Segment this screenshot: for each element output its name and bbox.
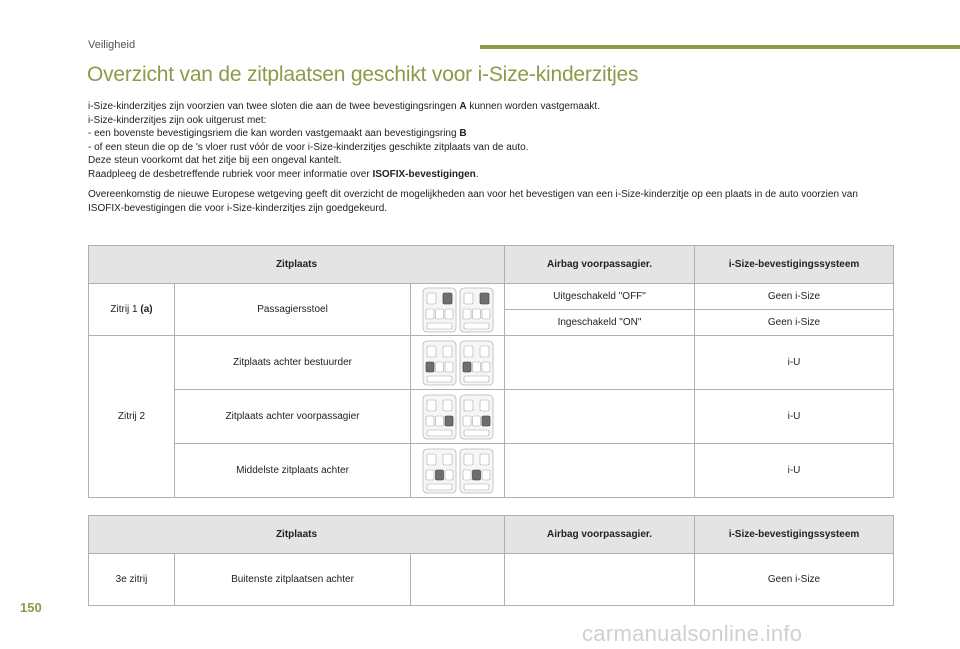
isize-value: i-U <box>695 390 894 444</box>
isize-seat-table <box>88 245 894 498</box>
page-title: Overzicht van de zitplaatsen geschikt voor i-Size-kinderzitjes <box>87 63 639 86</box>
isofix-link-text: ISOFIX-bevestigingen <box>372 168 476 180</box>
header-isize-system: i-Size-bevestigingssysteem <box>695 246 894 284</box>
isize-value: i-U <box>695 336 894 390</box>
watermark: carmanualsonline.info <box>582 621 803 646</box>
page-number: 150 <box>20 600 42 615</box>
row-label-zitrij-1: Zitrij 1 (a) <box>89 284 175 336</box>
isize-value: Geen i-Size <box>695 554 894 606</box>
table-row <box>89 444 894 498</box>
header-isize-system: i-Size-bevestigingssysteem <box>695 516 894 554</box>
table-row <box>89 284 894 310</box>
third-row-seat-table <box>88 515 894 606</box>
airbag-empty <box>505 554 695 606</box>
row-label-zitrij-2: Zitrij 2 <box>89 336 175 498</box>
isize-value: Geen i-Size <box>695 284 894 310</box>
isize-value: i-U <box>695 444 894 498</box>
seat-position-diagram-icon <box>421 287 495 333</box>
seat-name: Middelste zitplaats achter <box>175 444 411 498</box>
airbag-empty <box>505 336 695 390</box>
header-seat: Zitplaats <box>89 516 505 554</box>
row-label-zitrij-3: 3e zitrij <box>89 554 175 606</box>
airbag-state: Ingeschakeld "ON" <box>505 310 695 336</box>
intro-text <box>88 100 888 215</box>
section-label: Veiligheid <box>88 39 136 51</box>
seat-position-diagram-icon <box>421 394 495 440</box>
table-row <box>89 390 894 444</box>
seat-diagram-cell-empty <box>411 554 505 606</box>
table-row <box>89 336 894 390</box>
seat-diagram-cell <box>411 336 505 390</box>
seat-diagram-cell <box>411 444 505 498</box>
header-accent-bar <box>480 45 960 49</box>
intro-paragraph-2: Overeenkomstig de nieuwe Europese wetgeving geeft dit overzicht de mogelijkheden aan voor het bevestigen van een i-Size-kinderzitje op een plaats in de auto voorzien van ISOFIX-bevestigingen die voor i-Size-kinderzitjes zijn goedgekeurd. <box>88 189 858 214</box>
airbag-empty <box>505 390 695 444</box>
seat-diagram-cell <box>411 390 505 444</box>
intro-line-1: i-Size-kinderzitjes zijn voorzien van twee sloten die aan de twee bevestigingsringen A kunnen worden vastgemaakt. <box>88 101 600 112</box>
table-header-row <box>89 516 894 554</box>
table-header-row <box>89 246 894 284</box>
airbag-state: Uitgeschakeld "OFF" <box>505 284 695 310</box>
isize-value: Geen i-Size <box>695 310 894 336</box>
seat-name: Zitplaats achter bestuurder <box>175 336 411 390</box>
seat-name: Zitplaats achter voorpassagier <box>175 390 411 444</box>
header-airbag: Airbag voorpassagier. <box>505 246 695 284</box>
table-row <box>89 554 894 606</box>
header-airbag: Airbag voorpassagier. <box>505 516 695 554</box>
intro-line-2: i-Size-kinderzitjes zijn ook uitgerust met: <box>88 114 267 126</box>
seat-position-diagram-icon <box>421 448 495 494</box>
intro-line-4: - of een steun die op de 's vloer rust vóór de voor i-Size-kinderzitjes geschikte zitplaats van de auto. <box>88 141 529 153</box>
seat-diagram-cell <box>411 284 505 336</box>
seat-name: Passagiersstoel <box>175 284 411 336</box>
seat-name: Buitenste zitplaatsen achter <box>175 554 411 606</box>
airbag-empty <box>505 444 695 498</box>
seat-position-diagram-icon <box>421 340 495 386</box>
intro-line-3: - een bovenste bevestigingsriem die kan worden vastgemaakt aan bevestigingsring B <box>88 128 467 139</box>
intro-line-6: Raadpleeg de desbetreffende rubriek voor meer informatie over ISOFIX-bevestigingen. <box>88 168 479 180</box>
intro-line-5: Deze steun voorkomt dat het zitje bij een ongeval kantelt. <box>88 155 342 166</box>
header-seat: Zitplaats <box>89 246 505 284</box>
